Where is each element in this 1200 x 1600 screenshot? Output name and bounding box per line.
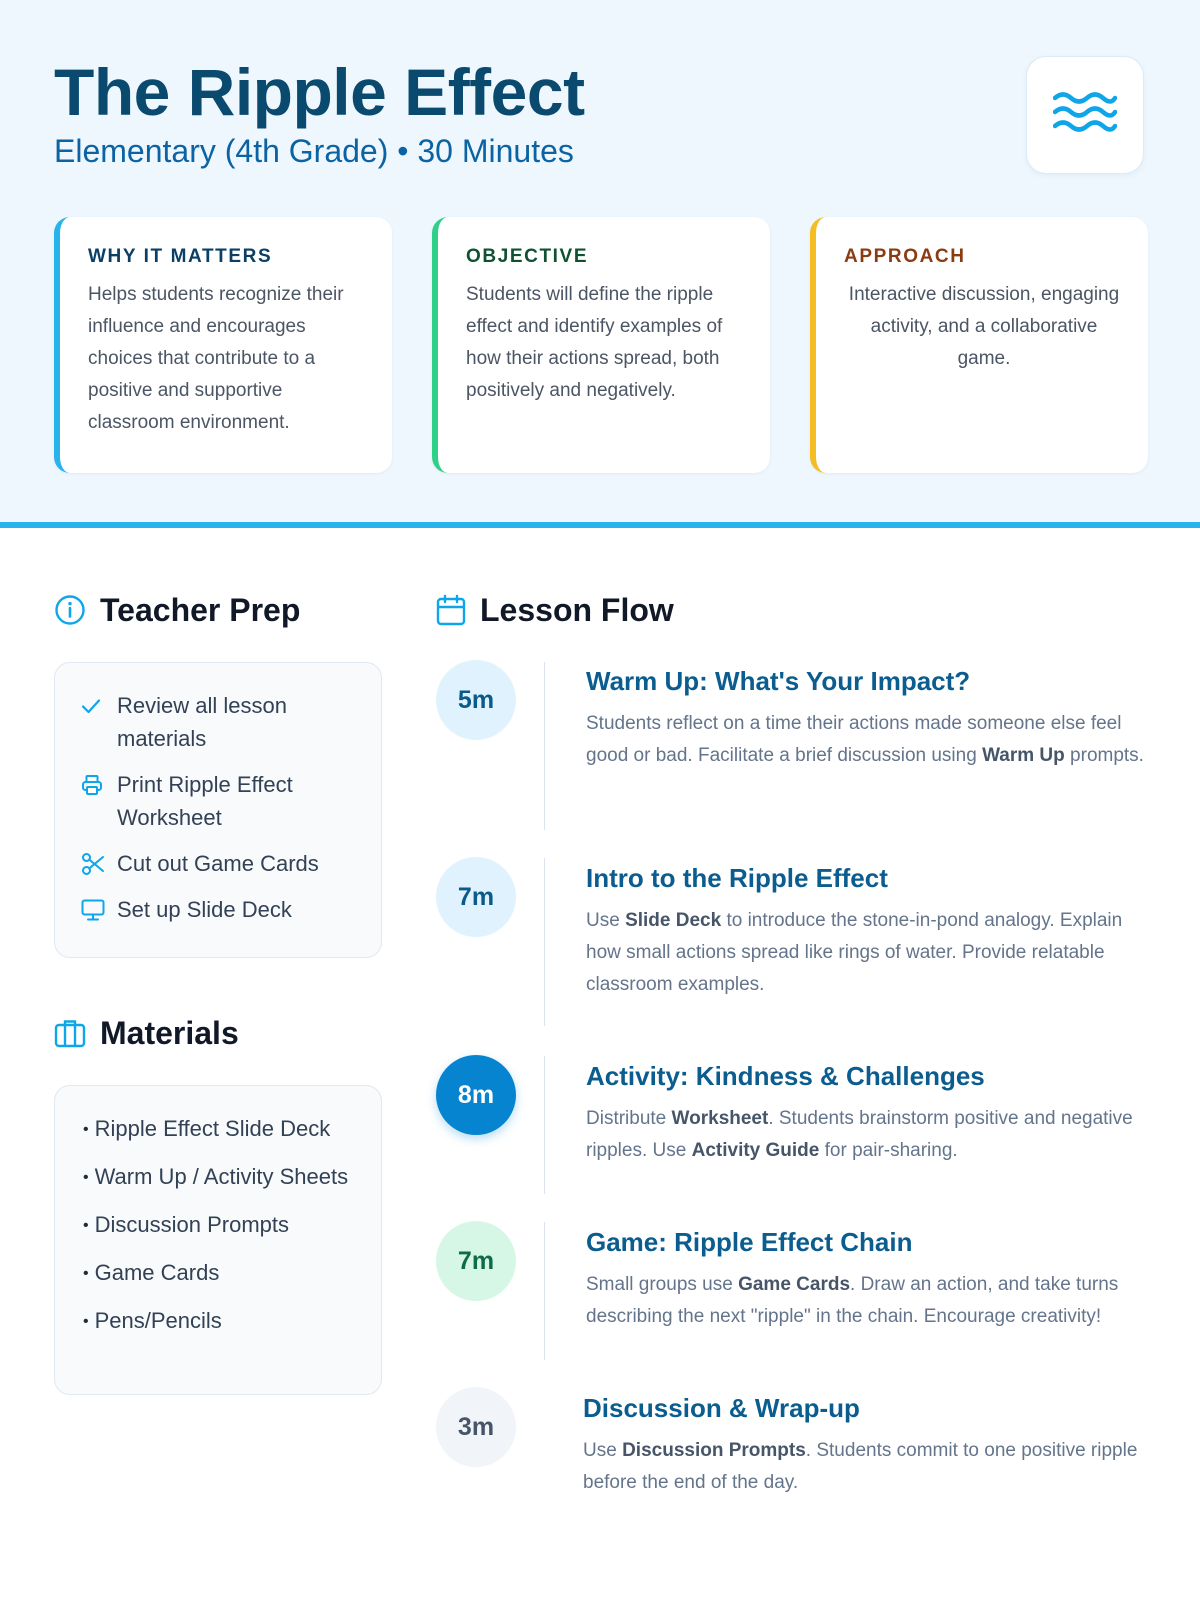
lesson-step (586, 664, 1156, 772)
page-subtitle: Elementary (4th Grade) • 30 Minutes (54, 133, 574, 169)
step-description: Use Slide Deck to introduce the stone-in-pond analogy. Explain how small actions spread like rings of water. Provide relatable classroom examples. (586, 910, 1123, 995)
section-title-text: Teacher Prep (100, 592, 301, 628)
card-why-it-matters (54, 217, 392, 473)
prep-item-label: Print Ripple Effect Worksheet (117, 772, 293, 830)
prep-item (81, 689, 361, 755)
step-description: Small groups use Game Cards. Draw an action, and take turns describing the next "ripple" in the chain. Encourage creativity! (586, 1274, 1119, 1327)
materials-list (54, 1085, 382, 1395)
step-title: Game: Ripple Effect Chain (586, 1227, 913, 1257)
step-title: Discussion & Wrap-up (583, 1393, 860, 1423)
prep-item (81, 893, 361, 926)
list-item: • Warm Up / Activity Sheets (83, 1164, 349, 1189)
timeline-connector (544, 662, 545, 830)
card-text: Interactive discussion, engaging activity, and a collaborative game. (848, 284, 1120, 369)
step-description: Students reflect on a time their actions made someone else feel good or bad. Facilitate a brief discussion using Warm Up prompts. (586, 713, 1144, 766)
step-duration-badge: 3m (436, 1387, 516, 1467)
prep-item-label: Review all lesson materials (117, 693, 287, 751)
step-title: Warm Up: What's Your Impact? (586, 666, 971, 696)
briefcase-icon (54, 1018, 86, 1048)
page-title: The Ripple Effect (54, 55, 585, 129)
list-item: • Pens/Pencils (83, 1308, 222, 1333)
step-title: Intro to the Ripple Effect (586, 863, 888, 893)
waves-icon (1053, 90, 1117, 140)
prep-item (81, 768, 361, 834)
info-icon (54, 594, 86, 626)
lesson-step (583, 1391, 1153, 1499)
monitor-icon (81, 898, 105, 922)
printer-icon (81, 774, 103, 796)
list-item: • Ripple Effect Slide Deck (83, 1116, 331, 1141)
step-duration-badge: 8m (436, 1055, 516, 1135)
card-approach (810, 217, 1148, 473)
step-title: Activity: Kindness & Challenges (586, 1061, 985, 1091)
logo-badge (1026, 56, 1144, 174)
card-heading: WHY IT MATTERS (88, 246, 273, 267)
card-heading: APPROACH (844, 246, 966, 267)
lesson-step (586, 861, 1156, 1001)
step-duration-badge: 5m (436, 660, 516, 740)
step-duration-badge: 7m (436, 857, 516, 937)
teacher-prep-list (54, 662, 382, 958)
prep-item (81, 847, 361, 880)
section-title-text: Lesson Flow (480, 592, 674, 628)
calendar-icon (436, 594, 466, 626)
prep-item-label: Cut out Game Cards (117, 851, 319, 876)
timeline-connector (544, 1222, 545, 1360)
timeline-connector (544, 858, 545, 1026)
card-heading: OBJECTIVE (466, 246, 589, 267)
card-text: Helps students recognize their influence and encourages choices that contribute to a positive and supportive classroom environment. (88, 284, 344, 433)
scissors-icon (81, 852, 105, 876)
header-banner (0, 0, 1200, 528)
prep-item-label: Set up Slide Deck (117, 897, 292, 922)
lesson-step (586, 1225, 1156, 1333)
lesson-step (586, 1059, 1156, 1167)
step-description: Distribute Worksheet. Students brainstorm positive and negative ripples. Use Activity Guide for pair-sharing. (586, 1108, 1133, 1161)
timeline-connector (544, 1056, 545, 1194)
teacher-prep-heading (54, 590, 300, 630)
check-icon (81, 696, 101, 716)
materials-heading (54, 1013, 239, 1053)
list-item: • Game Cards (83, 1260, 220, 1285)
step-description: Use Discussion Prompts. Students commit to one positive ripple before the end of the day. (583, 1440, 1138, 1493)
lesson-flow-heading (436, 590, 674, 630)
step-duration-badge: 7m (436, 1221, 516, 1301)
card-objective (432, 217, 770, 473)
card-text: Students will define the ripple effect and identify examples of how their actions spread, both positively and negatively. (466, 284, 723, 401)
section-title-text: Materials (100, 1015, 239, 1051)
list-item: • Discussion Prompts (83, 1212, 289, 1237)
